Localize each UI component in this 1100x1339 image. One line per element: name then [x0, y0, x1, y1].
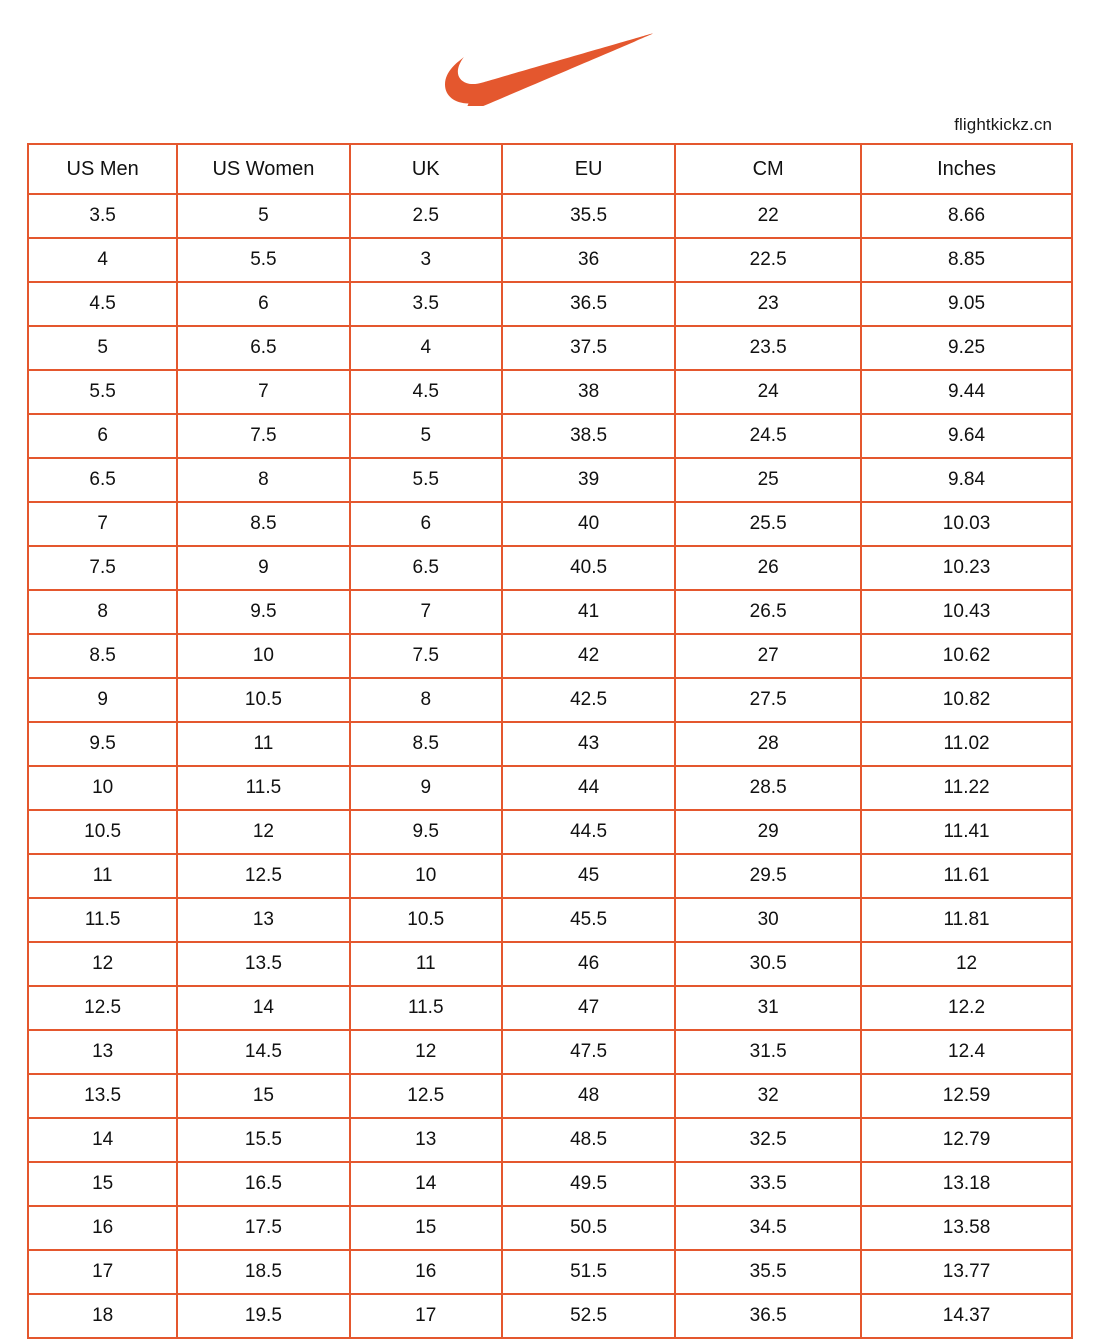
table-row [28, 590, 1072, 634]
table-cell: 7 [177, 370, 349, 414]
size-chart-table-zone [27, 143, 1073, 1339]
table-cell: 8.66 [861, 194, 1072, 238]
table-cell: 19.5 [177, 1294, 349, 1338]
table-cell: 2.5 [350, 194, 502, 238]
table-cell: 13.58 [861, 1206, 1072, 1250]
table-cell: 4 [28, 238, 177, 282]
table-cell: 29 [675, 810, 861, 854]
table-cell: 12.4 [861, 1030, 1072, 1074]
table-row [28, 986, 1072, 1030]
table-row [28, 282, 1072, 326]
table-cell: 11.5 [28, 898, 177, 942]
table-cell: 35.5 [675, 1250, 861, 1294]
table-row [28, 194, 1072, 238]
table-cell: 7 [28, 502, 177, 546]
table-cell: 39 [502, 458, 675, 502]
table-row [28, 502, 1072, 546]
table-cell: 5.5 [28, 370, 177, 414]
table-cell: 14 [177, 986, 349, 1030]
table-cell: 13 [350, 1118, 502, 1162]
table-cell: 13.5 [177, 942, 349, 986]
table-cell: 9.64 [861, 414, 1072, 458]
table-cell: 9.5 [350, 810, 502, 854]
watermark-text: flightkickz.cn [954, 115, 1052, 134]
table-cell: 14.5 [177, 1030, 349, 1074]
table-cell: 45 [502, 854, 675, 898]
table-cell: 14.37 [861, 1294, 1072, 1338]
table-cell: 8 [28, 590, 177, 634]
table-cell: 9 [28, 678, 177, 722]
table-cell: 11.5 [177, 766, 349, 810]
table-row [28, 942, 1072, 986]
table-row [28, 1030, 1072, 1074]
table-row [28, 810, 1072, 854]
table-cell: 25.5 [675, 502, 861, 546]
table-cell: 13.5 [28, 1074, 177, 1118]
table-body [28, 194, 1072, 1338]
table-row [28, 1250, 1072, 1294]
nike-swoosh-icon [445, 26, 655, 106]
table-cell: 12.2 [861, 986, 1072, 1030]
table-cell: 4 [350, 326, 502, 370]
table-cell: 11.61 [861, 854, 1072, 898]
table-cell: 22.5 [675, 238, 861, 282]
table-cell: 5 [350, 414, 502, 458]
table-cell: 11.5 [350, 986, 502, 1030]
table-cell: 32.5 [675, 1118, 861, 1162]
table-cell: 35.5 [502, 194, 675, 238]
table-cell: 42 [502, 634, 675, 678]
table-row [28, 1118, 1072, 1162]
table-cell: 17 [350, 1294, 502, 1338]
table-cell: 10.5 [28, 810, 177, 854]
table-cell: 44 [502, 766, 675, 810]
table-cell: 8.5 [28, 634, 177, 678]
table-cell: 5 [177, 194, 349, 238]
table-row [28, 722, 1072, 766]
table-cell: 12.5 [350, 1074, 502, 1118]
table-cell: 15 [350, 1206, 502, 1250]
table-cell: 36 [502, 238, 675, 282]
table-cell: 12.5 [177, 854, 349, 898]
table-cell: 36.5 [502, 282, 675, 326]
table-cell: 45.5 [502, 898, 675, 942]
table-cell: 14 [350, 1162, 502, 1206]
table-cell: 52.5 [502, 1294, 675, 1338]
table-cell: 9.25 [861, 326, 1072, 370]
table-cell: 5.5 [177, 238, 349, 282]
table-row [28, 1206, 1072, 1250]
table-cell: 34.5 [675, 1206, 861, 1250]
table-cell: 22 [675, 194, 861, 238]
table-cell: 10 [350, 854, 502, 898]
table-cell: 13 [28, 1030, 177, 1074]
table-cell: 44.5 [502, 810, 675, 854]
column-header: Inches [861, 144, 1072, 194]
table-cell: 9.44 [861, 370, 1072, 414]
table-cell: 47 [502, 986, 675, 1030]
table-cell: 7.5 [350, 634, 502, 678]
table-cell: 12 [177, 810, 349, 854]
table-row [28, 1294, 1072, 1338]
table-cell: 24.5 [675, 414, 861, 458]
table-cell: 16 [28, 1206, 177, 1250]
table-cell: 40 [502, 502, 675, 546]
table-cell: 11 [177, 722, 349, 766]
table-row [28, 766, 1072, 810]
table-cell: 47.5 [502, 1030, 675, 1074]
table-cell: 50.5 [502, 1206, 675, 1250]
table-cell: 40.5 [502, 546, 675, 590]
table-cell: 30.5 [675, 942, 861, 986]
table-row [28, 546, 1072, 590]
table-cell: 9 [177, 546, 349, 590]
table-cell: 17 [28, 1250, 177, 1294]
table-cell: 8 [350, 678, 502, 722]
table-cell: 25 [675, 458, 861, 502]
table-cell: 7.5 [28, 546, 177, 590]
table-cell: 28.5 [675, 766, 861, 810]
table-cell: 13 [177, 898, 349, 942]
table-cell: 4.5 [350, 370, 502, 414]
brand-logo [0, 18, 1100, 114]
table-cell: 27.5 [675, 678, 861, 722]
table-cell: 4.5 [28, 282, 177, 326]
table-cell: 24 [675, 370, 861, 414]
table-cell: 31 [675, 986, 861, 1030]
table-cell: 10.5 [177, 678, 349, 722]
table-cell: 38 [502, 370, 675, 414]
table-cell: 9.5 [28, 722, 177, 766]
table-header-row [28, 144, 1072, 194]
table-cell: 30 [675, 898, 861, 942]
table-cell: 29.5 [675, 854, 861, 898]
table-cell: 48 [502, 1074, 675, 1118]
table-cell: 28 [675, 722, 861, 766]
table-cell: 12 [861, 942, 1072, 986]
table-cell: 7 [350, 590, 502, 634]
table-cell: 32 [675, 1074, 861, 1118]
table-cell: 10.62 [861, 634, 1072, 678]
table-row [28, 326, 1072, 370]
table-cell: 41 [502, 590, 675, 634]
table-cell: 18 [28, 1294, 177, 1338]
table-row [28, 238, 1072, 282]
table-cell: 23 [675, 282, 861, 326]
table-cell: 17.5 [177, 1206, 349, 1250]
table-cell: 9.5 [177, 590, 349, 634]
table-cell: 11 [28, 854, 177, 898]
table-row [28, 1074, 1072, 1118]
table-cell: 12.59 [861, 1074, 1072, 1118]
table-row [28, 1162, 1072, 1206]
table-cell: 6.5 [350, 546, 502, 590]
table-cell: 13.18 [861, 1162, 1072, 1206]
table-cell: 8.5 [350, 722, 502, 766]
table-cell: 31.5 [675, 1030, 861, 1074]
table-cell: 10 [28, 766, 177, 810]
table-cell: 10.03 [861, 502, 1072, 546]
column-header: US Women [177, 144, 349, 194]
table-cell: 48.5 [502, 1118, 675, 1162]
table-cell: 5.5 [350, 458, 502, 502]
table-cell: 6 [28, 414, 177, 458]
table-cell: 6.5 [177, 326, 349, 370]
table-cell: 11.41 [861, 810, 1072, 854]
table-row [28, 854, 1072, 898]
table-cell: 43 [502, 722, 675, 766]
table-cell: 10.23 [861, 546, 1072, 590]
column-header: CM [675, 144, 861, 194]
table-cell: 6 [350, 502, 502, 546]
table-cell: 10.5 [350, 898, 502, 942]
table-cell: 33.5 [675, 1162, 861, 1206]
table-cell: 6.5 [28, 458, 177, 502]
table-cell: 5 [28, 326, 177, 370]
table-cell: 15 [28, 1162, 177, 1206]
table-cell: 6 [177, 282, 349, 326]
table-cell: 11.81 [861, 898, 1072, 942]
table-cell: 37.5 [502, 326, 675, 370]
table-cell: 38.5 [502, 414, 675, 458]
table-cell: 51.5 [502, 1250, 675, 1294]
column-header: EU [502, 144, 675, 194]
table-cell: 3 [350, 238, 502, 282]
table-cell: 12 [28, 942, 177, 986]
table-cell: 23.5 [675, 326, 861, 370]
table-cell: 9.05 [861, 282, 1072, 326]
table-cell: 8.85 [861, 238, 1072, 282]
table-cell: 18.5 [177, 1250, 349, 1294]
table-cell: 3.5 [28, 194, 177, 238]
table-row [28, 678, 1072, 722]
table-row [28, 898, 1072, 942]
table-row [28, 414, 1072, 458]
table-cell: 16.5 [177, 1162, 349, 1206]
table-cell: 14 [28, 1118, 177, 1162]
table-cell: 8.5 [177, 502, 349, 546]
table-row [28, 634, 1072, 678]
table-cell: 46 [502, 942, 675, 986]
table-cell: 10.43 [861, 590, 1072, 634]
column-header: US Men [28, 144, 177, 194]
table-cell: 12.5 [28, 986, 177, 1030]
table-row [28, 370, 1072, 414]
table-cell: 27 [675, 634, 861, 678]
table-cell: 11.22 [861, 766, 1072, 810]
table-cell: 9.84 [861, 458, 1072, 502]
table-cell: 36.5 [675, 1294, 861, 1338]
table-cell: 11.02 [861, 722, 1072, 766]
table-cell: 42.5 [502, 678, 675, 722]
table-cell: 26 [675, 546, 861, 590]
table-cell: 26.5 [675, 590, 861, 634]
table-cell: 12 [350, 1030, 502, 1074]
table-cell: 10.82 [861, 678, 1072, 722]
table-cell: 15 [177, 1074, 349, 1118]
table-cell: 49.5 [502, 1162, 675, 1206]
table-cell: 15.5 [177, 1118, 349, 1162]
size-chart-table [27, 143, 1073, 1339]
table-cell: 10 [177, 634, 349, 678]
table-cell: 11 [350, 942, 502, 986]
table-cell: 12.79 [861, 1118, 1072, 1162]
table-row [28, 458, 1072, 502]
column-header: UK [350, 144, 502, 194]
table-cell: 7.5 [177, 414, 349, 458]
table-cell: 16 [350, 1250, 502, 1294]
table-cell: 13.77 [861, 1250, 1072, 1294]
table-cell: 8 [177, 458, 349, 502]
table-cell: 3.5 [350, 282, 502, 326]
table-cell: 9 [350, 766, 502, 810]
